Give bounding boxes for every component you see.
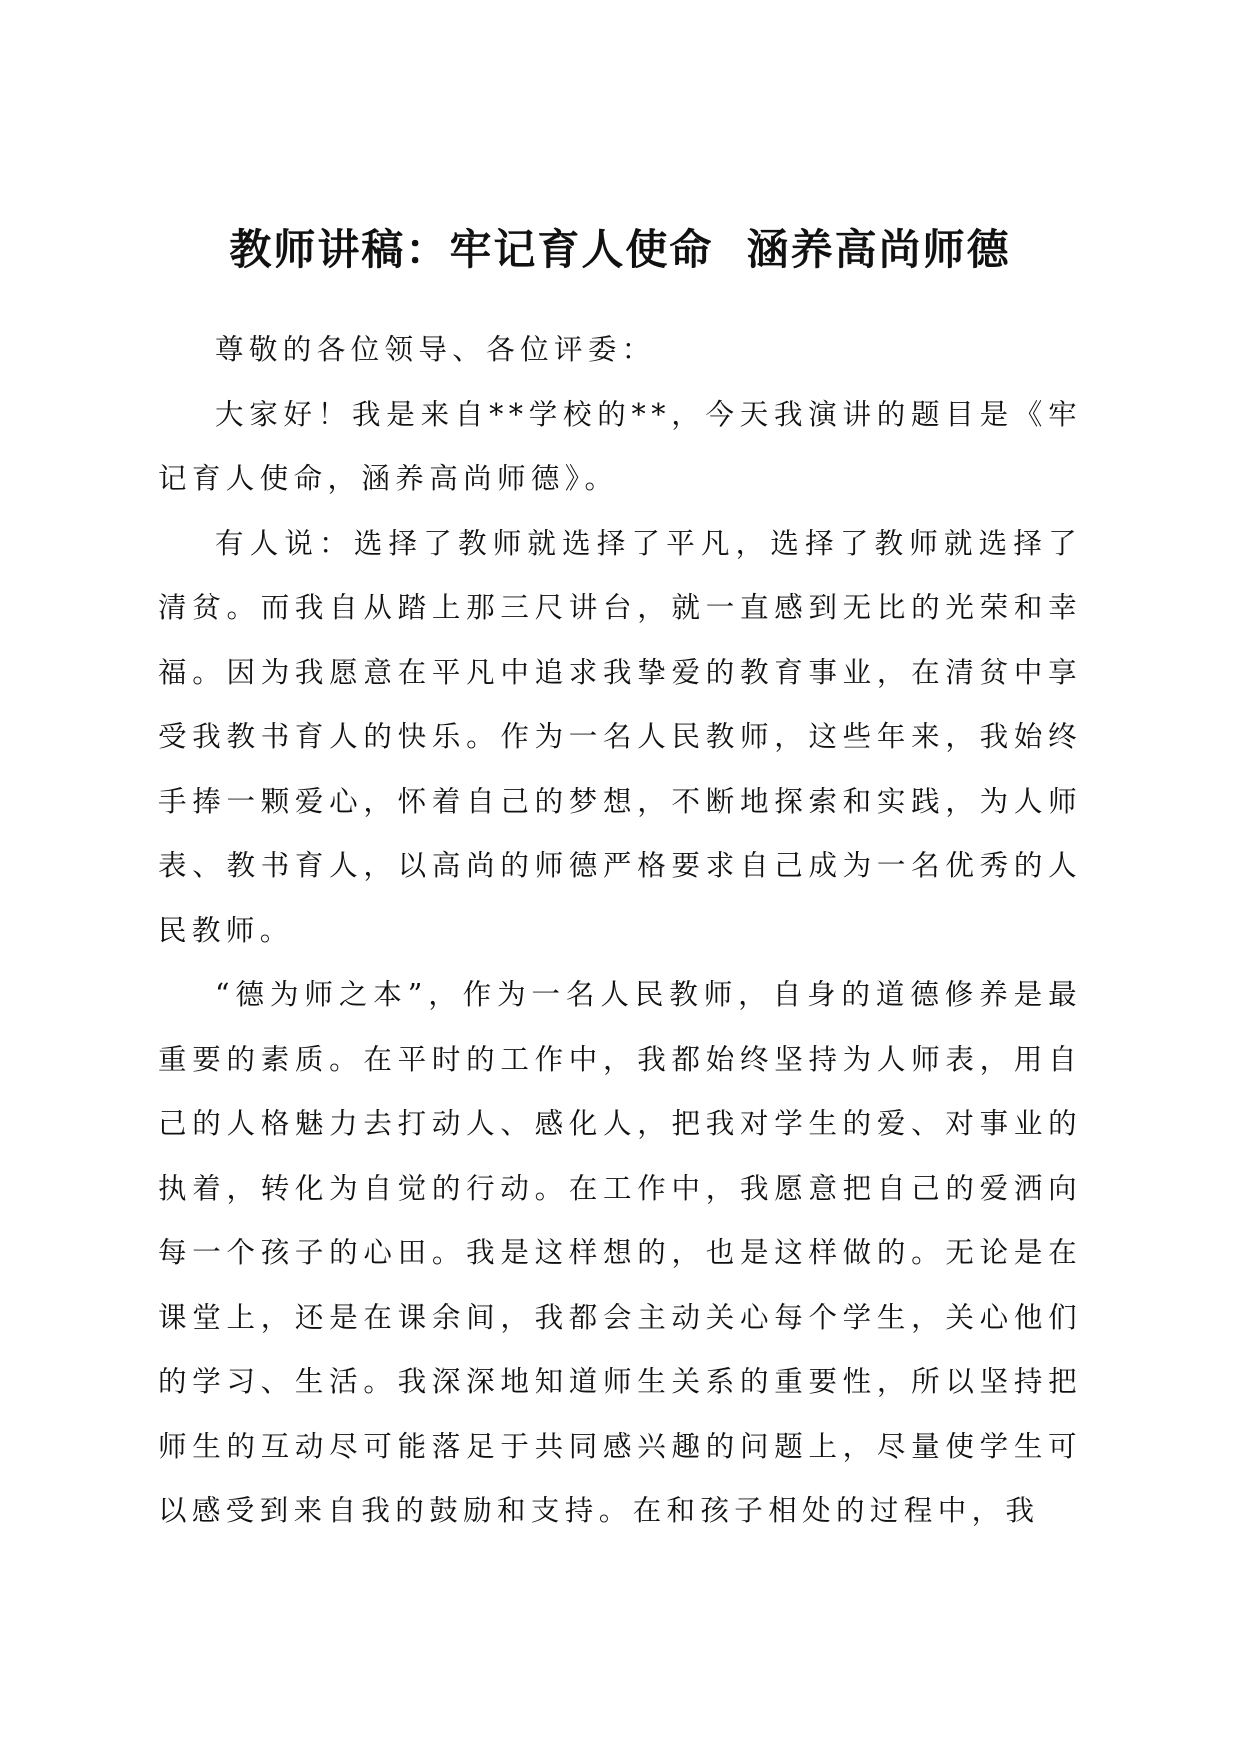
paragraph-virtue: “德为师之本”，作为一名人民教师，自身的道德修养是最重要的素质。在平时的工作中，我都始终坚持为人师表，用自己的人格魅力去打动人、感化人，把我对学生的爱、对事业的执着，转化为自觉的行动。在工作中，我愿意把自己的爱洒向每一个孩子的心田。我是这样想的，也是这样做的。无论是在课堂上，还是在课余间，我都会主动关心每个学生，关心他们的学习、生活。我深深地知道师生关系的重要性，所以坚持把师生的互动尽可能落足于共同感兴趣的问题上，尽量使学生可以感受到来自我的鼓励和支持。在和孩子相处的过程中，我 [158,978,1082,1527]
paragraph-choice: 有人说：选择了教师就选择了平凡，选择了教师就选择了清贫。而我自从踏上那三尺讲台，就一直感到无比的光荣和幸福。因为我愿意在平凡中追求我挚爱的教育事业，在清贫中享受我教书育人的快乐。作为一名人民教师，这些年来，我始终手捧一颗爱心，怀着自己的梦想，不断地探索和实践，为人师表、教书育人，以高尚的师德严格要求自己成为一名优秀的人民教师。 [158,526,1082,947]
document-body [158,318,1082,1544]
paragraph-salutation: 尊敬的各位领导、各位评委： [215,333,656,366]
paragraph-greeting: 大家好！我是来自**学校的**，今天我演讲的题目是《牢记育人使命，涵养高尚师德》。 [158,397,1082,495]
document-title: 教师讲稿：牢记育人使命 涵养高尚师德 [229,225,1011,274]
